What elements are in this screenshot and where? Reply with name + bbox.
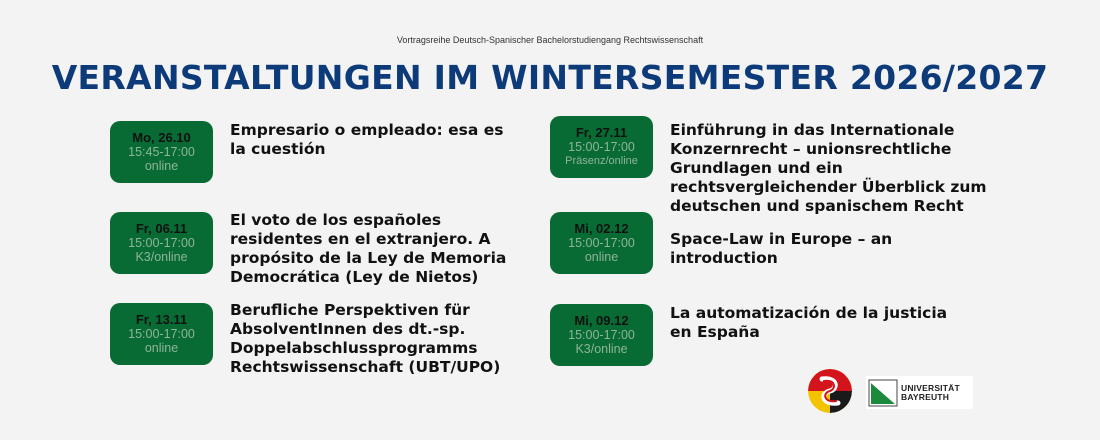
- page-title: VERANSTALTUNGEN IM WINTERSEMESTER 2026/2027: [51, 58, 1049, 97]
- event-mode: K3/online: [135, 250, 188, 264]
- event-time: 15:45-17:00: [128, 145, 195, 159]
- event-date: Mi, 09.12: [574, 313, 629, 328]
- event-time: 15:00-17:00: [128, 327, 195, 341]
- event-date-badge: [550, 116, 653, 178]
- event-time: 15:00-17:00: [568, 140, 635, 154]
- event-date-badge: [550, 212, 653, 274]
- event-mode: online: [144, 159, 179, 173]
- event-date-badge: [110, 121, 213, 183]
- event-time: 15:00-17:00: [128, 236, 195, 250]
- event-title: Empresario o empleado: esa es la cuestión: [230, 121, 504, 158]
- event-title: La automatización de la justicia en España: [670, 304, 948, 341]
- bayreuth-mark-icon: [868, 379, 898, 407]
- event-title: El voto de los españoles residentes en el extranjero. A propósito de la Ley de Memoria Democrática (Ley de Nietos): [230, 211, 507, 286]
- event-date: Fr, 06.11: [135, 221, 188, 236]
- university-name-top: UNIVERSITÄT: [901, 382, 960, 393]
- university-name-bottom: BAYREUTH: [901, 391, 950, 402]
- event-mode: Präsenz/online: [565, 155, 638, 167]
- event-date: Fr, 13.11: [135, 312, 188, 327]
- program-seal-logo: [808, 369, 852, 413]
- event-time: 15:00-17:00: [568, 236, 635, 250]
- event-title: Einführung in das Internationale Konzernrecht – unionsrechtliche Grundlagen und ein rechtsvergleichender Überblick zum deutschen und spanischem Recht: [670, 121, 987, 215]
- subtitle: Vortragsreihe Deutsch-Spanischer Bachelorstudiengang Rechtswissenschaft: [396, 35, 704, 45]
- event-title: Berufliche Perspektiven für AbsolventInnen des dt.-sp. Doppelabschlussprogramms Rechtswissenschaft (UBT/UPO): [230, 301, 501, 376]
- event-date-badge: [550, 304, 653, 366]
- event-title: Space-Law in Europe – an introduction: [670, 230, 893, 267]
- event-mode: online: [584, 250, 619, 264]
- event-date-badge: [110, 212, 213, 274]
- event-date: Mo, 26.10: [132, 130, 191, 145]
- event-mode: K3/online: [575, 342, 628, 356]
- event-date-badge: [110, 303, 213, 365]
- event-mode: online: [144, 341, 179, 355]
- event-date: Mi, 02.12: [574, 221, 629, 236]
- university-bayreuth-logo: [866, 376, 973, 409]
- event-time: 15:00-17:00: [568, 328, 635, 342]
- event-date: Fr, 27.11: [575, 125, 628, 140]
